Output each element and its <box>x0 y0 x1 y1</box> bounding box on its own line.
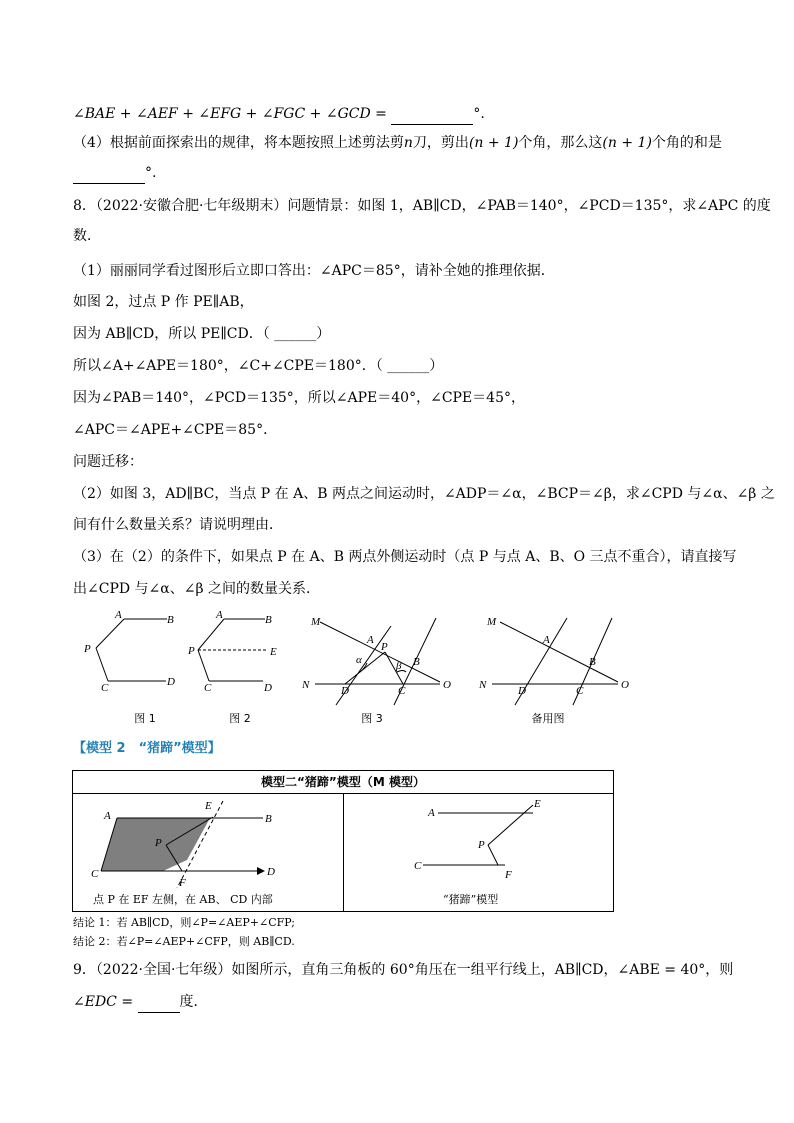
backup-label-d: D <box>518 685 526 697</box>
q9-line2 <box>73 992 208 1013</box>
q4-text-b: 刀，剪出 <box>412 135 469 151</box>
fig1-caption: 图 1 <box>134 712 156 725</box>
fig3-label-d: D <box>341 685 349 697</box>
figure-2 <box>198 619 268 681</box>
question-4-line <box>73 133 722 153</box>
fig2-label-p: P <box>188 645 195 657</box>
fig1-label-d: D <box>167 676 175 688</box>
q4-text-a: （4）根据前面探索出的规律，将本题按照上述剪法剪 <box>73 135 404 151</box>
fig3-label-alpha: α <box>356 654 362 666</box>
left-label-c: C <box>91 868 99 880</box>
formula-line <box>73 104 485 125</box>
q8-part2: （2）如图 3，AD∥BC，当点 P 在 A、B 两点之间运动时，∠ADP＝∠α，∠BCP＝∠β，求∠CPD 与∠α、∠β 之 <box>73 486 775 502</box>
right-diagram-lines <box>423 805 533 865</box>
angle-sum-formula: ∠BAE + ∠AEF + ∠EFG + ∠FGC + ∠GCD = <box>73 106 387 122</box>
figure-backup <box>492 618 618 705</box>
q8-line4: 所以∠A+∠APE＝180°，∠C+∠CPE＝180°．（ ______） <box>73 358 444 374</box>
left-label-f: F <box>179 877 186 889</box>
fig3-label-m: M <box>311 616 321 628</box>
fig3-label-o: O <box>443 679 451 691</box>
figures-row <box>0 600 794 730</box>
right-label-a: A <box>428 807 435 819</box>
q8-part3-cont: 出∠CPD 与∠α、∠β 之间的数量关系． <box>73 581 320 597</box>
model2-title: 【模型 2 “猪蹄”模型】 <box>73 741 221 756</box>
backup-label-m: M <box>487 616 497 628</box>
fig3-label-p: P <box>381 641 388 653</box>
model2-box <box>72 770 614 912</box>
conclusion-2: 结论 2：若∠P=∠AEP+∠CFP，则 AB∥CD. <box>73 935 295 948</box>
q8-part1: （1）丽丽同学看过图形后立即口答出：∠APC＝85°，请补全她的推理依据． <box>73 263 555 279</box>
fig3-label-n: N <box>302 679 310 691</box>
q4-n: n <box>403 135 413 151</box>
q8-line7: 问题迁移： <box>73 454 143 470</box>
left-label-p: P <box>155 837 162 849</box>
fig3-label-c: C <box>398 685 406 697</box>
q8-line2: 如图 2，过点 P 作 PE∥AB， <box>73 294 254 310</box>
right-caption: “猪蹄”模型 <box>443 893 499 906</box>
arrow-d <box>257 867 265 875</box>
question-4-blank-line <box>73 163 156 184</box>
q8-line6: ∠APC＝∠APE+∠CPE＝85°． <box>73 422 278 438</box>
backup-label-a: A <box>543 634 550 646</box>
q4-text-c: 个角，那么这 <box>518 135 603 151</box>
q4-n-plus-1-b: (n + 1) <box>602 135 652 151</box>
q9-unit: 度． <box>179 994 208 1010</box>
left-label-e: E <box>205 800 212 812</box>
degree-tail: °. <box>473 106 485 122</box>
right-label-f: F <box>505 869 512 881</box>
fig3-label-beta: β <box>396 660 402 672</box>
degree-tail: °. <box>145 165 157 181</box>
fig1-label-c: C <box>101 682 109 694</box>
backup-label-n: N <box>479 679 487 691</box>
q9-line1: 9．（2022·全国·七年级）如图所示，直角三角板的 60°角压在一组平行线上，AB∥CD，∠ABE = 40°，则 <box>73 962 734 978</box>
q8-line3: 因为 AB∥CD，所以 PE∥CD．（ ______） <box>73 326 331 342</box>
figure-1 <box>96 619 167 681</box>
fig3-label-a: A <box>367 634 374 646</box>
figure-3 <box>315 618 440 705</box>
right-label-e: E <box>534 798 541 810</box>
fig1-label-p: P <box>84 643 91 655</box>
left-label-b: B <box>265 813 272 825</box>
right-label-p: P <box>478 839 485 851</box>
left-label-a: A <box>104 810 111 822</box>
left-caption: 点 P 在 EF 左侧，在 AB、 CD 内部 <box>93 893 273 906</box>
fig2-label-c: C <box>204 682 212 694</box>
q8-head: 8．（2022·安徽合肥·七年级期末）问题情景：如图 1，AB∥CD，∠PAB＝140°，∠PCD＝135°，求∠APC 的度 <box>73 198 771 214</box>
fig3-label-b: B <box>413 656 420 668</box>
conclusion-1: 结论 1：若 AB∥CD，则∠P=∠AEP+∠CFP; <box>73 916 295 929</box>
q4-text-d: 个角的和是 <box>651 135 722 151</box>
fig2-caption: 图 2 <box>229 712 251 725</box>
backup-label-b: B <box>589 656 596 668</box>
right-label-c: C <box>414 860 422 872</box>
answer-blank <box>73 163 145 184</box>
fig2-label-a: A <box>216 609 223 621</box>
backup-caption: 备用图 <box>531 712 565 725</box>
q4-n-plus-1: (n + 1) <box>468 135 519 151</box>
q8-part2-cont: 间有什么数量关系？请说明理由． <box>73 517 283 533</box>
fig3-caption: 图 3 <box>361 712 383 725</box>
answer-blank <box>138 992 180 1013</box>
fig2-label-b: B <box>265 614 272 626</box>
left-label-d: D <box>267 866 275 878</box>
model2-box-title: 模型二“猪蹄”模型（M 模型） <box>73 771 613 794</box>
backup-label-c: C <box>576 685 584 697</box>
fig1-label-a: A <box>115 609 122 621</box>
answer-blank <box>391 104 473 125</box>
fig2-label-d: D <box>264 682 272 694</box>
q9-angle-edc: ∠EDC = <box>73 994 134 1010</box>
backup-label-o: O <box>621 679 629 691</box>
fig1-label-b: B <box>167 614 174 626</box>
q8-part3: （3）在（2）的条件下，如果点 P 在 A、B 两点外侧运动时（点 P 与点 A、B、O 三点不重合），请直接写 <box>73 549 737 565</box>
q8-cont: 数． <box>73 228 101 244</box>
q8-line5: 因为∠PAB＝140°，∠PCD＝135°，所以∠APE＝40°，∠CPE＝45°， <box>73 390 525 406</box>
fig2-label-e: E <box>270 646 277 658</box>
